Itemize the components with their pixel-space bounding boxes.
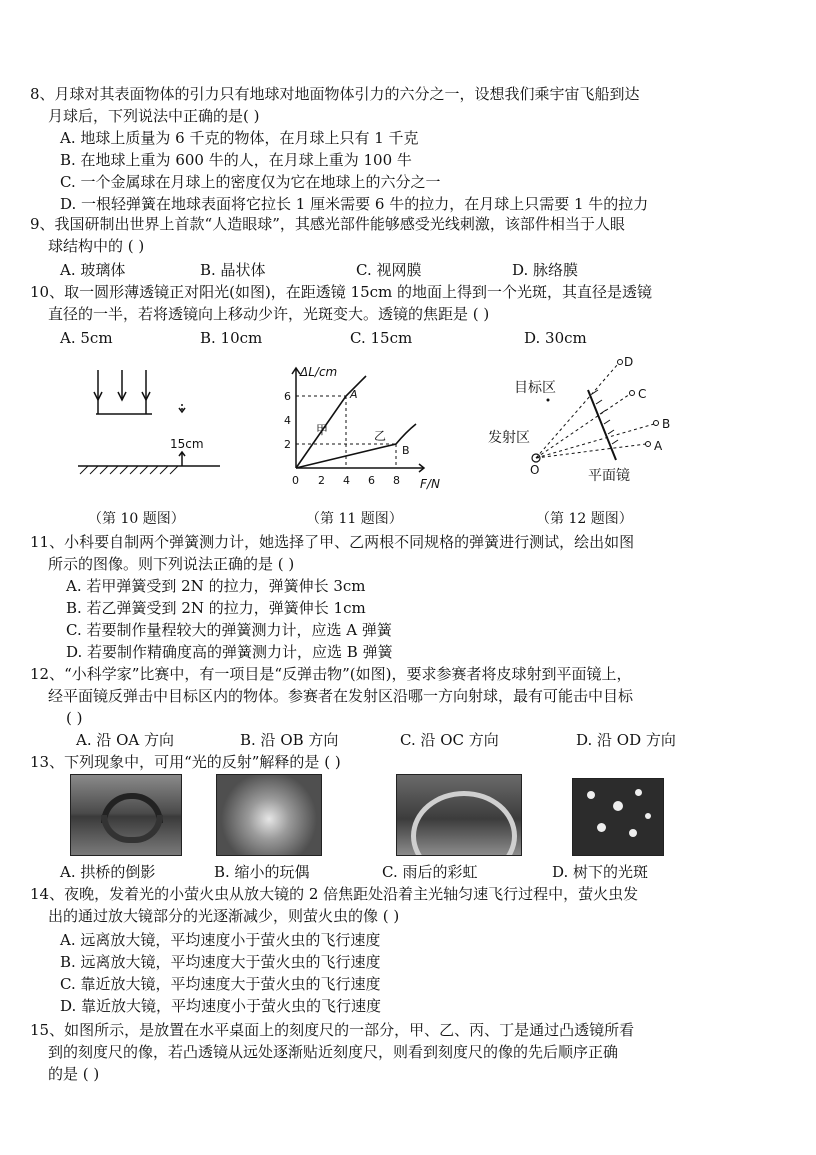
q11-option-c: C. 若要制作量程较大的弹簧测力计，应选 A 弹簧 (66, 621, 392, 639)
q12-option-d: D. 沿 OD 方向 (576, 731, 676, 749)
q9-option-b: B. 晶状体 (200, 261, 266, 279)
figure-10-distance-label: 15cm (170, 437, 204, 451)
q8-option-c: C. 一个金属球在月球上的密度仅为它在地球上的六分之一 (60, 173, 441, 191)
q15-stem-line1: 15、如图所示，是放置在水平桌面上的刻度尺的一部分，甲、乙、丙、丁是通过凸透镜所看 (30, 1021, 635, 1039)
q10-stem-line2: 直径的一半，若将透镜向上移动少许，光斑变大。透镜的焦距是 ( ) (48, 305, 490, 323)
figure-11-y-axis-label: ΔL/cm (300, 365, 338, 379)
q10-option-c: C. 15cm (350, 329, 413, 347)
q8-option-b: B. 在地球上重为 600 牛的人，在月球上重为 100 牛 (60, 151, 412, 169)
figure-12-point-d-label: D (624, 355, 634, 369)
q10-option-d: D. 30cm (524, 329, 587, 347)
q14-option-a: A. 远离放大镜，平均速度小于萤火虫的飞行速度 (60, 931, 381, 949)
figure-12-target-zone-label: 目标区 (514, 380, 556, 396)
q13-option-a: A. 拱桥的倒影 (60, 863, 156, 881)
figure-12-point-c-label: C (638, 387, 647, 401)
figure-12-point-o-label: O (530, 463, 540, 477)
figure-11-spring-jia-label: 甲 (316, 423, 329, 437)
figure-10-lens-diagram (70, 362, 250, 482)
q11-stem-line2: 所示的图像。则下列说法正确的是 ( ) (48, 555, 295, 573)
q9-stem-line2: 球结构中的 ( ) (48, 237, 145, 255)
q8-stem-line1: 8、月球对其表面物体的引力只有地球对地面物体引力的六分之一，设想我们乘宇宙飞船到达 (30, 85, 640, 103)
q12-stem-line2: 经平面镜反弹击中目标区内的物体。参赛者在发射区沿哪一方向射球，最有可能击中目标 (48, 687, 634, 705)
q8-stem-line2: 月球后，下列说法中正确的是( ) (48, 107, 260, 125)
q15-stem-line2: 到的刻度尺的像，若凸透镜从远处逐渐贴近刻度尺，则看到刻度尺的像的先后顺序正确 (48, 1043, 619, 1061)
q13-option-c: C. 雨后的彩虹 (382, 863, 478, 881)
figure-11-point-b-label: B (402, 444, 410, 457)
figure-11-x-tick-2: 2 (318, 474, 325, 487)
figure-12-launch-zone-label: 发射区 (488, 430, 530, 446)
q13-photo-bridge-reflection (70, 774, 182, 856)
figure-12-point-b-label: B (662, 417, 671, 431)
q13-option-b: B. 缩小的玩偶 (214, 863, 310, 881)
figure-11-y-tick-2: 2 (284, 438, 291, 451)
q8-option-d: D. 一根轻弹簧在地球表面将它拉长 1 厘米需要 6 牛的拉力，在月球上只需要 1 牛的拉力 (60, 195, 649, 213)
figure-11-x-tick-0: 0 (292, 474, 299, 487)
q14-option-d: D. 靠近放大镜，平均速度小于萤火虫的飞行速度 (60, 997, 382, 1015)
q14-stem-line1: 14、夜晚，发着光的小萤火虫从放大镜的 2 倍焦距处沿着主光轴匀速飞行过程中，萤火虫发 (30, 885, 639, 903)
q12-stem-line1: 12、“小科学家”比赛中，有一项目是“反弹击物”(如图)，要求参赛者将皮球射到平面镜上， (30, 665, 632, 683)
figure-11-spring-yi-label: 乙 (374, 429, 387, 443)
q14-option-c: C. 靠近放大镜，平均速度大于萤火虫的飞行速度 (60, 975, 381, 993)
ray-oa (536, 444, 646, 458)
q12-option-c: C. 沿 OC 方向 (400, 731, 499, 749)
figure-12-reflection-diagram (484, 350, 704, 490)
q9-option-c: C. 视网膜 (356, 261, 422, 279)
q10-option-b: B. 10cm (200, 329, 263, 347)
q10-option-a: A. 5cm (60, 329, 113, 347)
ray-ob (536, 424, 654, 458)
figure-11-x-axis-label: F/N (420, 477, 440, 491)
figure-11-caption: （第 11 题图） (306, 511, 403, 527)
q15-stem-line3: 的是 ( ) (48, 1065, 100, 1083)
figure-11-x-tick-8: 8 (393, 474, 400, 487)
figure-12-caption: （第 12 题图） (536, 511, 633, 527)
q14-option-b: B. 远离放大镜，平均速度大于萤火虫的飞行速度 (60, 953, 381, 971)
figure-12-point-a-label: A (654, 439, 663, 453)
figure-11-y-tick-4: 4 (284, 414, 291, 427)
q9-stem-line1: 9、我国研制出世界上首款“人造眼球”，其感光部件能够感受光线刺激，该部件相当于人眼 (30, 215, 625, 233)
q12-stem-line3: ( ) (66, 709, 83, 727)
q12-option-a: A. 沿 OA 方向 (76, 731, 175, 749)
q11-option-a: A. 若甲弹簧受到 2N 的拉力，弹簧伸长 3cm (66, 577, 366, 595)
figure-11-point-a-label: A (350, 388, 358, 401)
q10-stem-line1: 10、取一圆形薄透镜正对阳光(如图)，在距透镜 15cm 的地面上得到一个光斑，其直径是透镜 (30, 283, 653, 301)
q14-stem-line2: 出的通过放大镜部分的光逐渐减少，则萤火虫的像 ( ) (48, 907, 400, 925)
figure-11-y-tick-6: 6 (284, 390, 291, 403)
q11-option-d: D. 若要制作精确度高的弹簧测力计，应选 B 弹簧 (66, 643, 393, 661)
q13-photo-rainbow (396, 774, 522, 856)
q13-photo-toy-through-lens (216, 774, 322, 856)
q11-option-b: B. 若乙弹簧受到 2N 的拉力，弹簧伸长 1cm (66, 599, 366, 617)
figure-11-x-tick-4: 4 (343, 474, 350, 487)
figure-10-caption: （第 10 题图） (88, 511, 185, 527)
spring-yi-curve (296, 424, 416, 468)
q11-stem-line1: 11、小科要自制两个弹簧测力计，她选择了甲、乙两根不同规格的弹簧进行测试，绘出如图 (30, 533, 635, 551)
figure-11-x-tick-6: 6 (368, 474, 375, 487)
figure-11-spring-graph (276, 362, 446, 492)
q8-option-a: A. 地球上质量为 6 千克的物体，在月球上只有 1 千克 (60, 129, 419, 147)
figure-12-mirror-label: 平面镜 (588, 468, 630, 484)
q9-option-d: D. 脉络膜 (512, 261, 579, 279)
q9-option-a: A. 玻璃体 (60, 261, 126, 279)
ray-oc (536, 394, 630, 458)
q13-option-d: D. 树下的光斑 (552, 863, 649, 881)
q13-photo-light-spots-under-tree (572, 778, 664, 856)
q13-stem: 13、下列现象中，可用“光的反射”解释的是 ( ) (30, 753, 341, 771)
q12-option-b: B. 沿 OB 方向 (240, 731, 339, 749)
